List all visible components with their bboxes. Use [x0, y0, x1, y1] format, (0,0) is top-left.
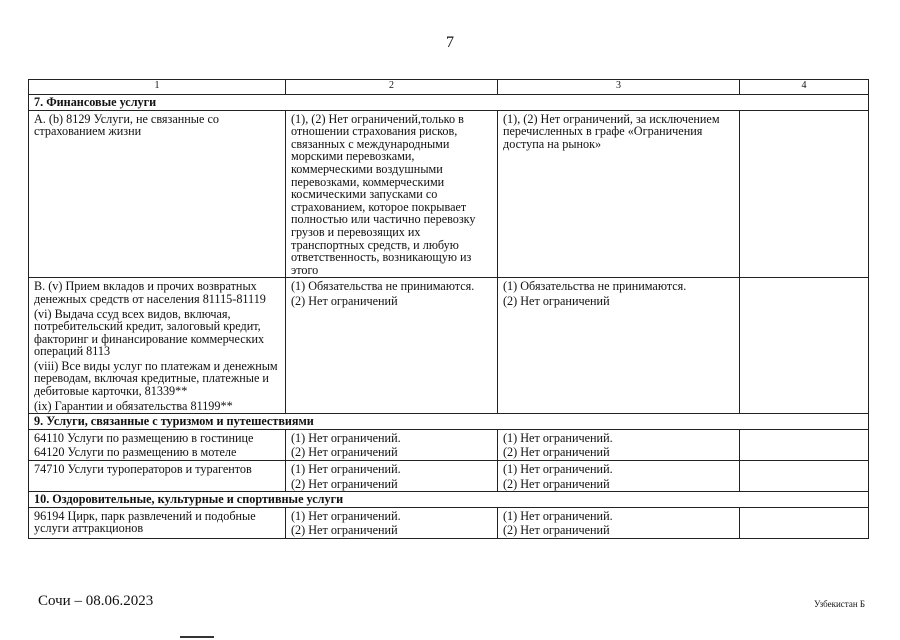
- table-cell-col-4: [740, 429, 869, 460]
- cell-paragraph: (2) Нет ограничений: [503, 523, 610, 538]
- cell-paragraph: (ix) Гарантии и обязательства 81199**: [34, 398, 233, 413]
- cell-paragraph: (2) Нет ограничений: [291, 293, 398, 308]
- cell-paragraph: (1) Нет ограничений.: [291, 430, 401, 445]
- section-heading-row: [29, 492, 869, 508]
- column-number-row: [29, 80, 869, 95]
- cell-paragraph: (2) Нет ограничений: [291, 445, 398, 460]
- cell-paragraph: (1) Нет ограничений.: [503, 508, 613, 523]
- column-header: 1: [29, 80, 286, 95]
- footer-city-date: Сочи – 08.06.2023: [38, 593, 154, 609]
- cell-paragraph: (1), (2) Нет ограничений,только в отношении страхования рисков, связанных с международными морскими перевозками, коммерческими воздушными перевозками, коммерческими космическими запусками со страхованием, которое покрывает полностью или частично перевозку грузов и перевозящих их транспортных средств, и любую ответственность, возникающую из этого: [291, 111, 476, 277]
- table-cell-col-4: [740, 110, 869, 278]
- cell-paragraph: (1) Нет ограничений.: [291, 462, 401, 477]
- cell-paragraph: (2) Нет ограничений: [503, 293, 610, 308]
- cell-paragraph: (1) Обязательства не принимаются.: [503, 279, 687, 294]
- table-cell-col-2: [286, 461, 498, 492]
- footer-country-mark: Узбекистан Б: [814, 599, 866, 609]
- table-row: [29, 507, 869, 538]
- section-heading: 9. Услуги, связанные с туризмом и путешествиями: [29, 414, 869, 430]
- commitments-table: [28, 79, 869, 539]
- table-cell-col-2: [286, 507, 498, 538]
- cell-paragraph: 96194 Цирк, парк развлечений и подобные услуги аттракционов: [34, 508, 256, 536]
- cell-paragraph: (2) Нет ограничений: [503, 445, 610, 460]
- table-cell-col-2: [286, 429, 498, 460]
- table-body: [29, 95, 869, 539]
- cell-paragraph: А. (b) 8129 Услуги, не связанные со страхованием жизни: [34, 111, 219, 139]
- table-cell-col-1: [29, 507, 286, 538]
- section-heading-row: [29, 414, 869, 430]
- cell-paragraph: 74710 Услуги туроператоров и турагентов: [34, 462, 252, 477]
- table-cell-col-3: [498, 507, 740, 538]
- column-header: 3: [498, 80, 740, 95]
- table-cell-col-1: [29, 110, 286, 278]
- table-cell-col-2: [286, 110, 498, 278]
- table-row: [29, 278, 869, 414]
- cell-paragraph: (1) Нет ограничений.: [503, 462, 613, 477]
- cell-paragraph: (2) Нет ограничений: [291, 523, 398, 538]
- cell-paragraph: (1), (2) Нет ограничений, за исключением перечисленных в графе «Ограничения доступа на рынок»: [503, 111, 720, 151]
- cell-paragraph: (2) Нет ограничений: [291, 476, 398, 491]
- table-cell-col-3: [498, 429, 740, 460]
- table-cell-col-4: [740, 461, 869, 492]
- table-cell-col-1: [29, 461, 286, 492]
- table-cell-col-4: [740, 278, 869, 414]
- footer-rule: [180, 636, 214, 638]
- cell-paragraph: (2) Нет ограничений: [503, 476, 610, 491]
- section-heading: 10. Оздоровительные, культурные и спортивные услуги: [29, 492, 869, 508]
- table-cell-col-3: [498, 110, 740, 278]
- table-cell-col-1: [29, 429, 286, 460]
- column-header: 2: [286, 80, 498, 95]
- table-row: [29, 429, 869, 460]
- cell-paragraph: (1) Обязательства не принимаются.: [291, 279, 475, 294]
- section-heading-row: [29, 95, 869, 111]
- cell-paragraph: (1) Нет ограничений.: [291, 508, 401, 523]
- table-cell-col-4: [740, 507, 869, 538]
- cell-paragraph: (viii) Все виды услуг по платежам и денежным переводам, включая кредитные, платежные и дебитовые карточки, 81339**: [34, 358, 278, 399]
- table-cell-col-1: [29, 278, 286, 414]
- table-cell-col-3: [498, 278, 740, 414]
- cell-paragraph: В. (v) Прием вкладов и прочих возвратных денежных средств от населения 81115-81119: [34, 279, 266, 306]
- page-number: 7: [446, 34, 454, 51]
- section-heading: 7. Финансовые услуги: [29, 95, 869, 111]
- table-row: [29, 110, 869, 278]
- table-cell-col-3: [498, 461, 740, 492]
- cell-paragraph: 64110 Услуги по размещению в гостинице: [34, 430, 254, 445]
- table-row: [29, 461, 869, 492]
- cell-paragraph: (1) Нет ограничений.: [503, 430, 613, 445]
- column-header: 4: [740, 80, 869, 95]
- cell-paragraph: 64120 Услуги по размещению в мотеле: [34, 445, 237, 460]
- table-cell-col-2: [286, 278, 498, 414]
- cell-paragraph: (vi) Выдача ссуд всех видов, включая, потребительский кредит, залоговый кредит, факторинг и финансирование коммерческих операций 8113: [34, 306, 265, 359]
